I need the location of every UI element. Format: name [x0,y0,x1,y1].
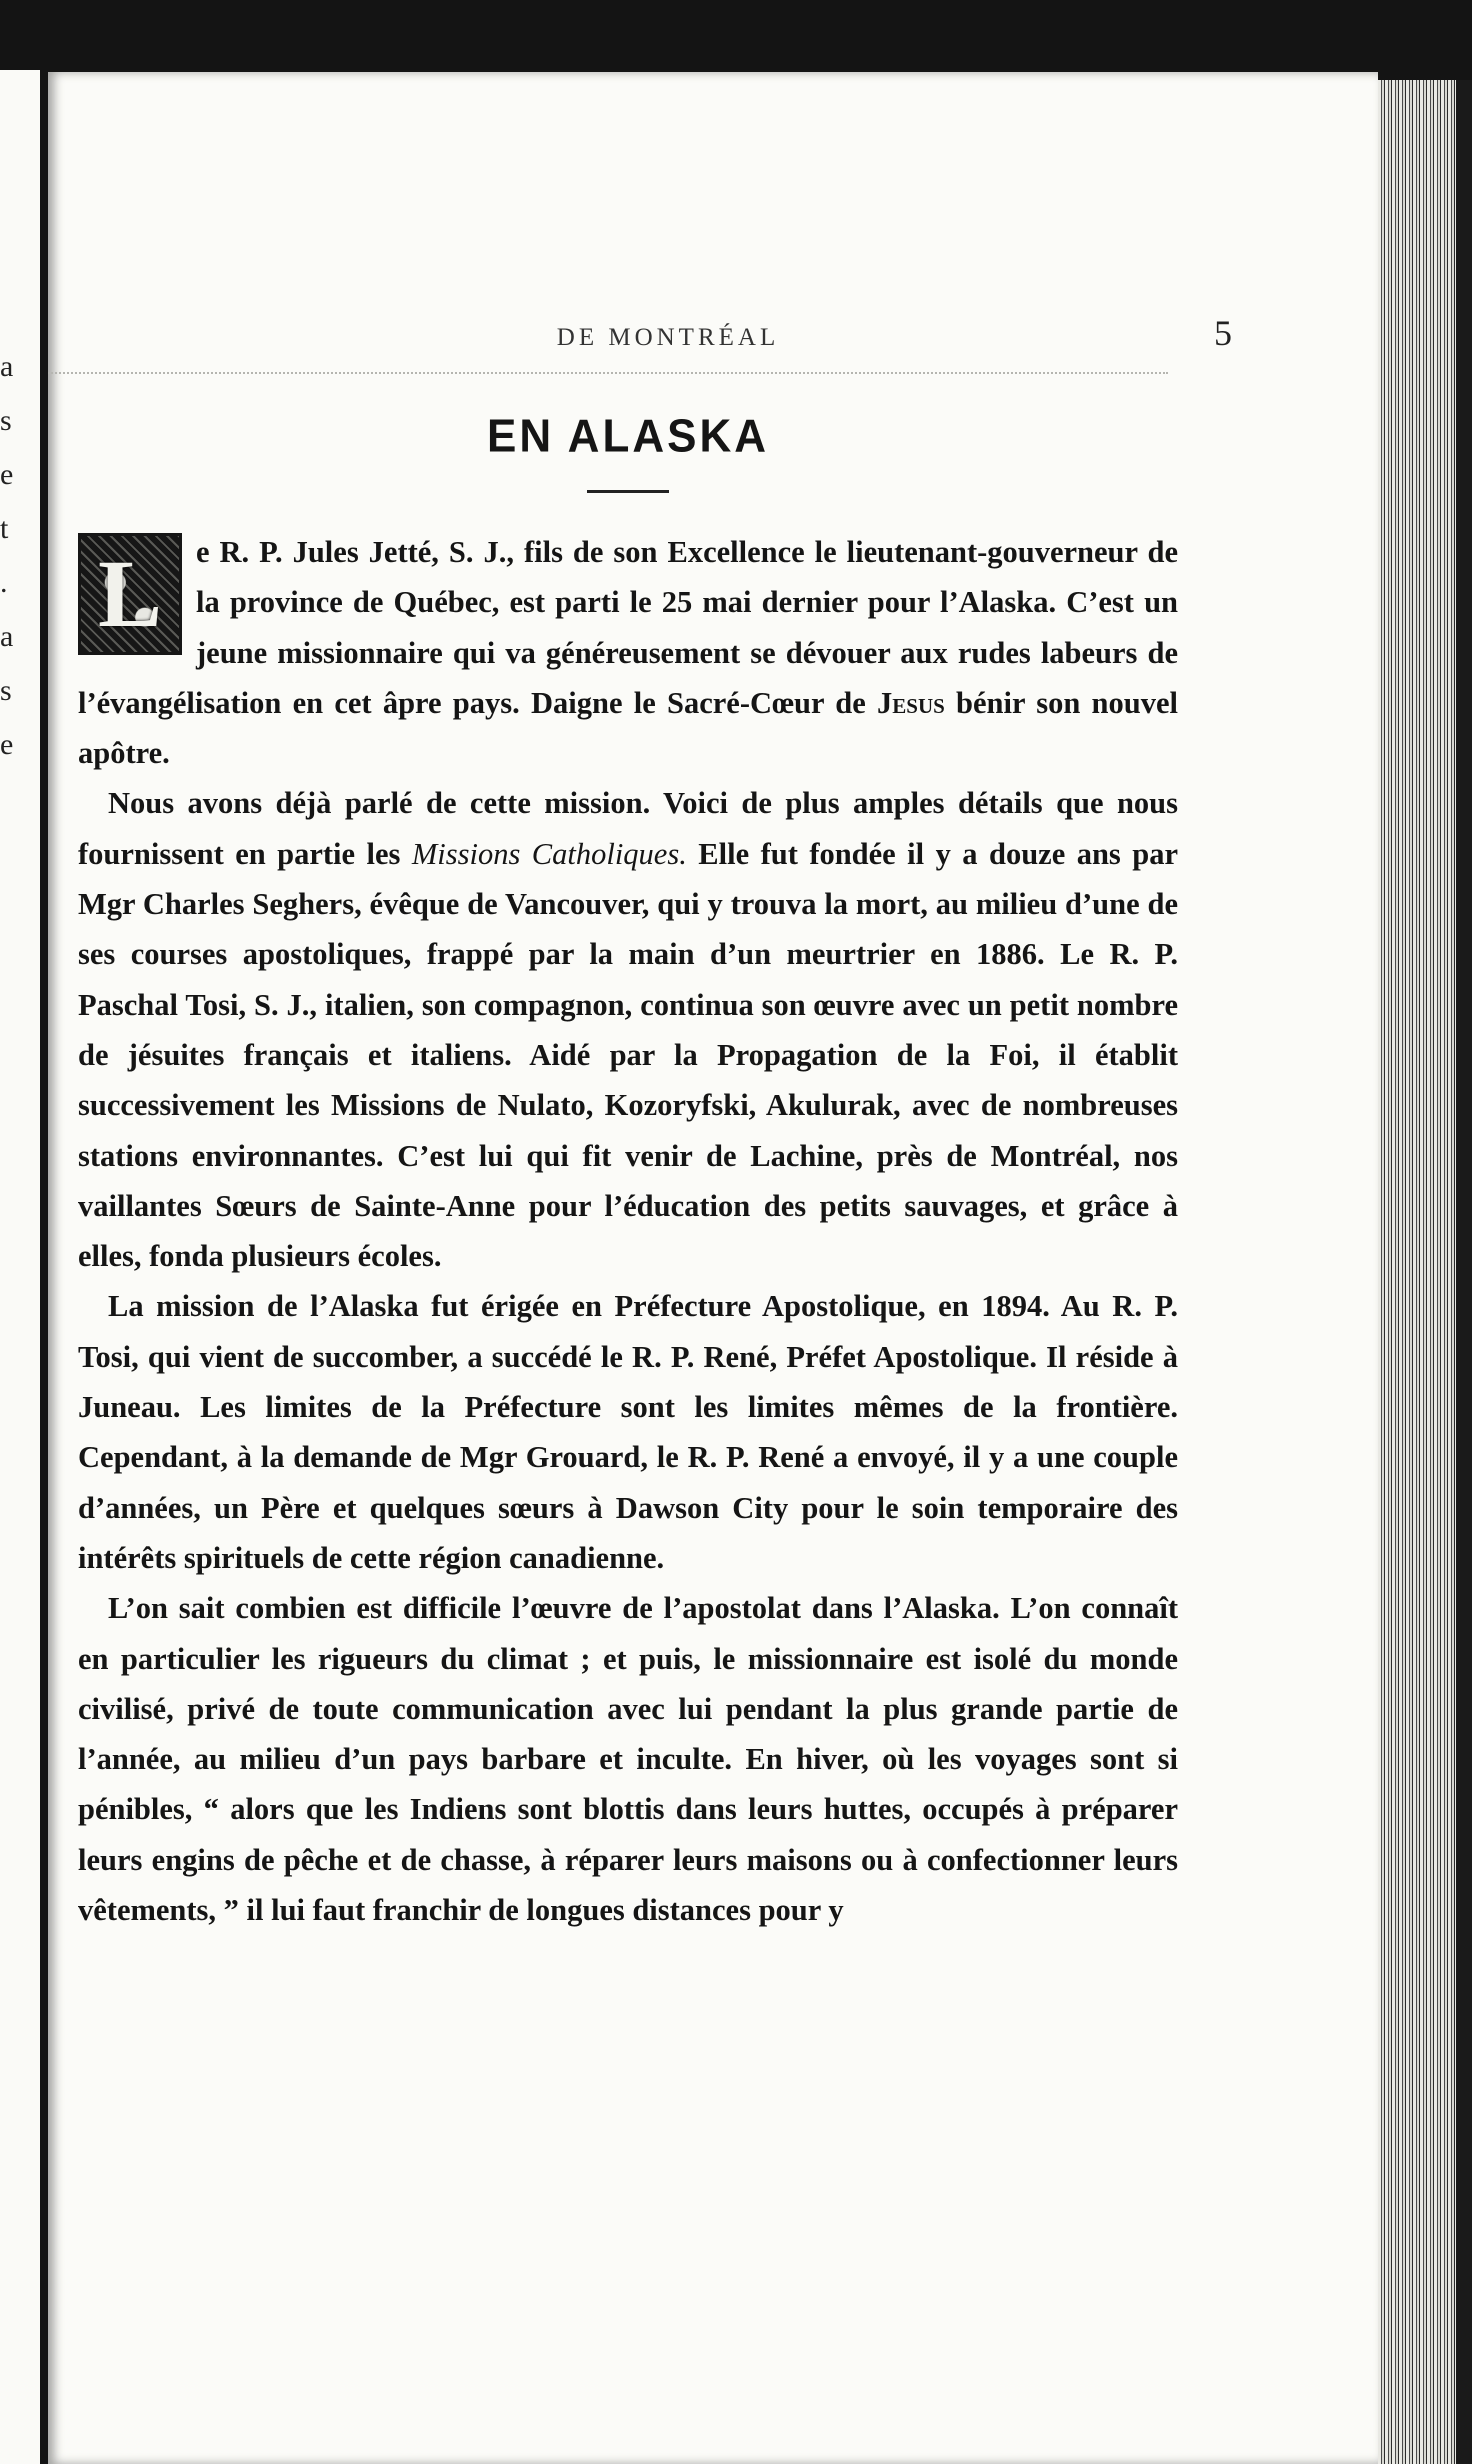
article-title: EN ALASKA [486,410,770,463]
facing-page-edge-text [0,340,14,772]
edge-letter: s [0,404,12,437]
ornamental-drop-cap: L [78,533,182,655]
edge-shadow [1456,80,1472,2464]
edge-letter: e [0,458,14,491]
publication-title: Missions Catholiques. [411,836,687,871]
edge-letter: a [0,620,14,653]
stacked-page-edges [1378,80,1456,2464]
page-number: 5 [1214,313,1232,353]
article-body [78,412,1178,1935]
edge-letter: . [0,566,8,599]
paragraph-4: L’on sait combien est difficile l’œuvre de l’apostolat dans l’Alaska. L’on connaît en particulier les rigueurs du climat ; et puis, le missionnaire est isolé du monde civilisé, privé de toute communication avec lui pendant la plus grande partie de l’année, au milieu d’un pays barbare et inculte. En hiver, où les voyages sont si pénibles, “ alors que les Indiens sont blottis dans leurs huttes, occupés à préparer leurs engins de pêche et de chasse, à réparer leurs maisons ou à confectionner leurs vêtements, ” il lui faut franchir de longues distances pour y [78,1591,1178,1928]
edge-letter: e [0,728,14,761]
paragraph-2: Nous avons déjà parlé de cette mission. Voici de plus amples détails que nous fournissent en partie les Missions Catholiques. Elle fut fondée il y a douze ans par Mgr Charles Seghers, évêque de Vancouver, qui y trouva la mort, au milieu d’une de ses courses apostoliques, frappé par la main d’un meurtrier en 1886. Le R. P. Paschal Tosi, S. J., italien, son compagnon, continua son œuvre avec un petit nombre de jésuites français et italiens. Aidé par la Propagation de la Foi, il établit successivement les Missions de Nulato, Kozoryfski, Akulurak, avec de nombreuses stations environnantes. C’est lui qui fit venir de Lachine, près de Montréal, nos vaillantes Sœurs de Sainte-Anne pour l’éducation des petits sauvages, et grâce à elles, fonda plusieurs écoles. [78,786,1178,1274]
edge-letter: s [0,674,12,707]
paragraph-1: L e R. P. Jules Jetté, S. J., fils de son Excellence le lieutenant-gouverneur de la province de Québec, est parti le 25 mai dernier pour l’Alaska. C’est un jeune missionnaire qui va généreusement se dévouer aux rudes labeurs de l’évangélisation en cet âpre pays. Daigne le Sacré-Cœur de Jesus bénir son nouvel apôtre. [78,535,1178,771]
running-head: DE MONTRÉAL [556,324,780,351]
paragraph-3: La mission de l’Alaska fut érigée en Préfecture Apostolique, en 1894. Au R. P. Tosi, qui vient de succomber, a succédé le R. P. René, Préfet Apostolique. Il réside à Juneau. Les limites de la Préfecture sont les limites mêmes de la frontière. Cependant, à la demande de Mgr Grouard, le R. P. René a envoyé, il y a une couple d’années, un Père et quelques sœurs à Dawson City pour le soin temporaire des intérêts spirituels de cette région canadienne. [78,1289,1178,1575]
title-rule [587,490,669,493]
header-rule [48,372,1168,374]
edge-letter: t [0,512,9,545]
book-page [48,72,1378,2464]
edge-letter: a [0,350,14,383]
facing-page-sliver [0,70,40,2464]
